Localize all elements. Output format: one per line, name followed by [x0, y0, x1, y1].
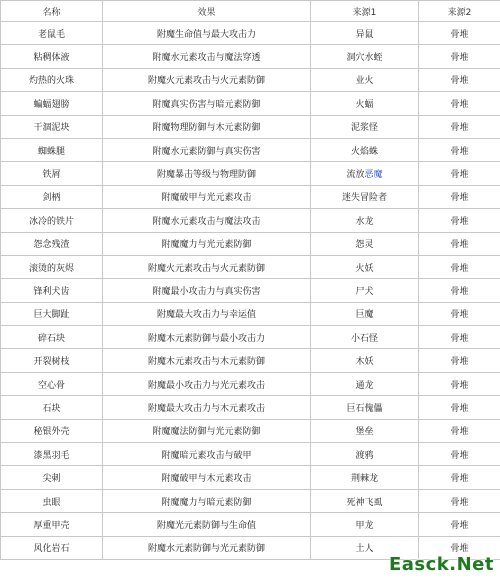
cell-source2: 骨堆 — [419, 489, 500, 512]
table-row — [1, 232, 500, 255]
table-row — [1, 45, 500, 68]
table-row — [1, 162, 500, 185]
cell-source1: 巨魔 — [311, 302, 419, 325]
cell-name: 铁屑 — [1, 162, 103, 185]
table-row — [1, 443, 500, 466]
cell-source1: 小石怪 — [311, 326, 419, 349]
cell-source1: 火妖 — [311, 255, 419, 278]
cell-source1: 土人 — [311, 536, 419, 559]
cell-source1: 通龙 — [311, 372, 419, 395]
cell-name: 干涸泥块 — [1, 115, 103, 138]
cell-source2: 骨堆 — [419, 209, 500, 232]
cell-name: 剑柄 — [1, 185, 103, 208]
cell-effect: 附魔水元素防御与光元素防御 — [103, 536, 311, 559]
cell-source2: 骨堆 — [419, 443, 500, 466]
cell-source2: 骨堆 — [419, 536, 500, 559]
cell-source2: 骨堆 — [419, 466, 500, 489]
cell-source2: 骨堆 — [419, 138, 500, 161]
table-row — [1, 68, 500, 91]
cell-name: 风化岩石 — [1, 536, 103, 559]
cell-source2: 骨堆 — [419, 349, 500, 372]
cell-name: 粘稠体液 — [1, 45, 103, 68]
cell-effect: 附魔水元素攻击与魔法攻击 — [103, 209, 311, 232]
cell-effect: 附魔最大攻击力与幸运值 — [103, 302, 311, 325]
cell-source2: 骨堆 — [419, 396, 500, 419]
cell-source1: 泥浆怪 — [311, 115, 419, 138]
source1-link[interactable]: 恶魔 — [364, 170, 383, 181]
table-row — [1, 185, 500, 208]
table-row — [1, 489, 500, 512]
header-name: 名称 — [1, 1, 103, 22]
cell-effect: 附魔木元素攻击与木元素防御 — [103, 349, 311, 372]
cell-source2: 骨堆 — [419, 513, 500, 536]
header-effect: 效果 — [103, 1, 311, 22]
site-watermark: Easck.Net — [388, 554, 494, 575]
cell-effect: 附魔暴击等级与物理防御 — [103, 162, 311, 185]
table-row — [1, 22, 500, 45]
cell-effect: 附魔魔法防御与光元素防御 — [103, 419, 311, 442]
table-row — [1, 372, 500, 395]
cell-name: 巨大脚趾 — [1, 302, 103, 325]
cell-source1: 木妖 — [311, 349, 419, 372]
cell-name: 锋利犬齿 — [1, 279, 103, 302]
cell-source2: 骨堆 — [419, 92, 500, 115]
cell-effect: 附魔水元素防御与真实伤害 — [103, 138, 311, 161]
cell-source1 — [311, 162, 419, 185]
cell-source1: 洞穴水蛭 — [311, 45, 419, 68]
cell-name: 空心骨 — [1, 372, 103, 395]
cell-effect: 附魔最大攻击力与木元素攻击 — [103, 396, 311, 419]
cell-source1: 死神飞虱 — [311, 489, 419, 512]
cell-source1: 异鼠 — [311, 22, 419, 45]
cell-effect: 附魔魔力与光元素防御 — [103, 232, 311, 255]
cell-source1: 水龙 — [311, 209, 419, 232]
cell-source2: 骨堆 — [419, 22, 500, 45]
cell-effect: 附魔木元素防御与最小攻击力 — [103, 326, 311, 349]
cell-name: 开裂树枝 — [1, 349, 103, 372]
table-row — [1, 396, 500, 419]
cell-effect: 附魔魔力与暗元素防御 — [103, 489, 311, 512]
cell-source1: 甲龙 — [311, 513, 419, 536]
cell-name: 怨念残渣 — [1, 232, 103, 255]
table-row — [1, 302, 500, 325]
cell-source1: 堡垒 — [311, 419, 419, 442]
header-source1: 来源1 — [311, 1, 419, 22]
cell-source2: 骨堆 — [419, 68, 500, 91]
cell-name: 滚烫的灰烬 — [1, 255, 103, 278]
table-row — [1, 326, 500, 349]
table-header-row — [1, 1, 500, 22]
cell-effect: 附魔光元素防御与生命值 — [103, 513, 311, 536]
cell-source2: 骨堆 — [419, 162, 500, 185]
cell-source1: 荆棘龙 — [311, 466, 419, 489]
cell-name: 尖刺 — [1, 466, 103, 489]
cell-effect: 附魔最小攻击力与光元素攻击 — [103, 372, 311, 395]
cell-source2: 骨堆 — [419, 185, 500, 208]
cell-effect: 附魔暗元素攻击与破甲 — [103, 443, 311, 466]
cell-effect: 附魔生命值与最大攻击力 — [103, 22, 311, 45]
table-row — [1, 513, 500, 536]
table-row — [1, 115, 500, 138]
cell-name: 石块 — [1, 396, 103, 419]
table-row — [1, 209, 500, 232]
cell-effect: 附魔破甲与光元素攻击 — [103, 185, 311, 208]
cell-source2: 骨堆 — [419, 302, 500, 325]
cell-effect: 附魔破甲与木元素攻击 — [103, 466, 311, 489]
cell-source1: 业火 — [311, 68, 419, 91]
cell-name: 厚重甲壳 — [1, 513, 103, 536]
cell-source2: 骨堆 — [419, 326, 500, 349]
cell-name: 老鼠毛 — [1, 22, 103, 45]
table-row — [1, 255, 500, 278]
cell-name: 灼热的火珠 — [1, 68, 103, 91]
table-row — [1, 419, 500, 442]
cell-source2: 骨堆 — [419, 255, 500, 278]
cell-source1: 尸犬 — [311, 279, 419, 302]
cell-name: 冰冷的铁片 — [1, 209, 103, 232]
source1-text: 流放 — [346, 170, 365, 181]
cell-source2: 骨堆 — [419, 419, 500, 442]
cell-name: 蝙蝠翅膀 — [1, 92, 103, 115]
table-row — [1, 138, 500, 161]
cell-effect: 附魔真实伤害与暗元素防御 — [103, 92, 311, 115]
cell-source1: 怨灵 — [311, 232, 419, 255]
table-row — [1, 279, 500, 302]
cell-source2: 骨堆 — [419, 372, 500, 395]
cell-source1: 渡鸦 — [311, 443, 419, 466]
table-body — [1, 22, 500, 560]
cell-name: 蜘蛛腿 — [1, 138, 103, 161]
cell-name: 秘银外壳 — [1, 419, 103, 442]
cell-source1: 火蝠 — [311, 92, 419, 115]
header-source2: 来源2 — [419, 1, 500, 22]
table-row — [1, 349, 500, 372]
cell-effect: 附魔火元素攻击与火元素防御 — [103, 68, 311, 91]
table-row — [1, 92, 500, 115]
cell-source2: 骨堆 — [419, 279, 500, 302]
cell-source1: 迷失冒险者 — [311, 185, 419, 208]
cell-effect: 附魔物理防御与木元素防御 — [103, 115, 311, 138]
cell-source1: 巨石傀儡 — [311, 396, 419, 419]
cell-source2: 骨堆 — [419, 115, 500, 138]
cell-effect: 附魔火元素攻击与火元素防御 — [103, 255, 311, 278]
cell-effect: 附魔水元素攻击与魔法穿透 — [103, 45, 311, 68]
cell-name: 虫眼 — [1, 489, 103, 512]
cell-source2: 骨堆 — [419, 232, 500, 255]
cell-source1: 火焰蛛 — [311, 138, 419, 161]
cell-name: 漆黑羽毛 — [1, 443, 103, 466]
cell-source2: 骨堆 — [419, 45, 500, 68]
cell-effect: 附魔最小攻击力与真实伤害 — [103, 279, 311, 302]
table-row — [1, 466, 500, 489]
cell-name: 碎石块 — [1, 326, 103, 349]
